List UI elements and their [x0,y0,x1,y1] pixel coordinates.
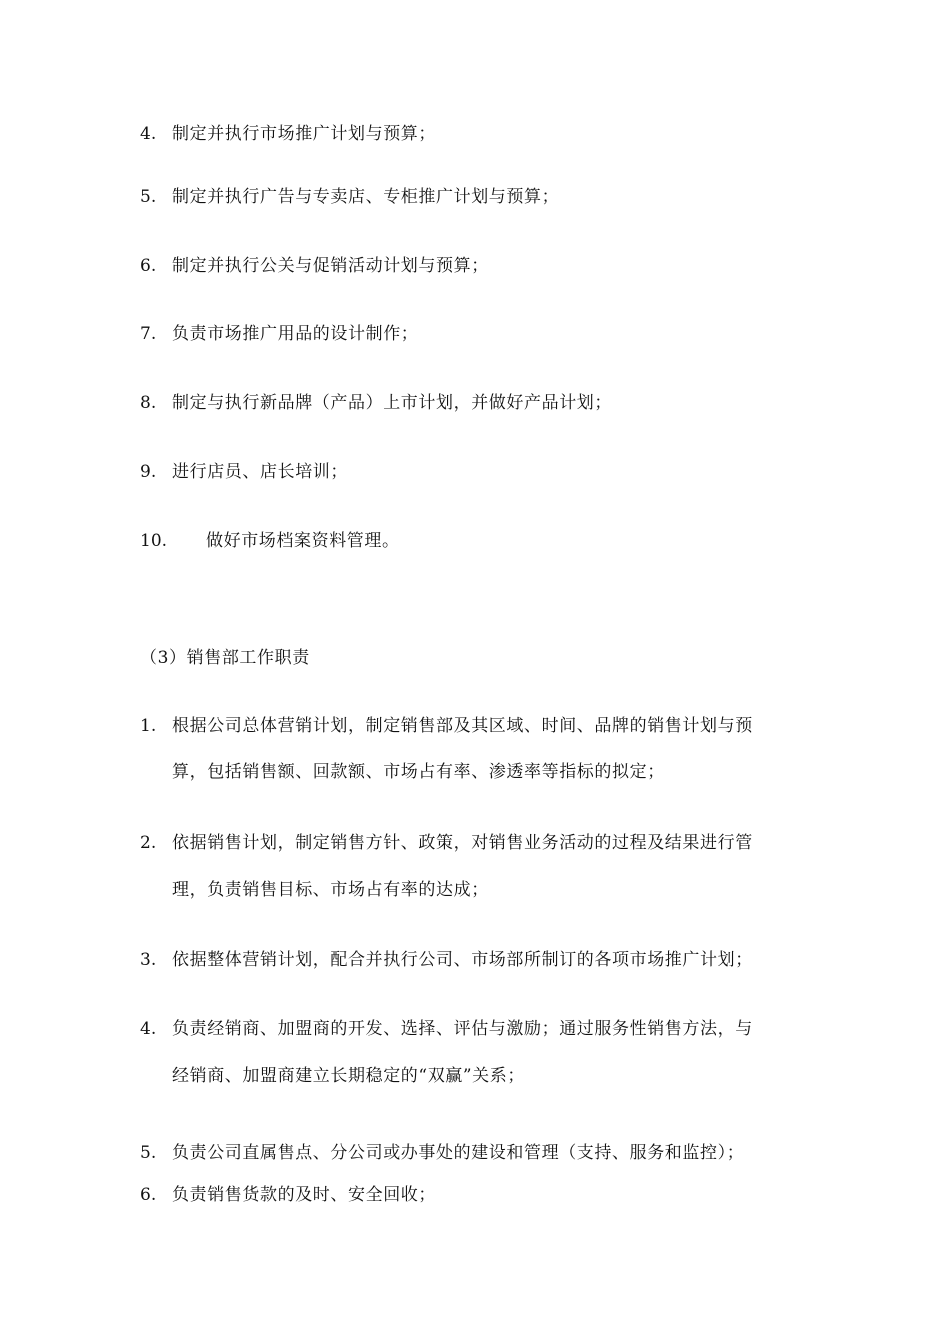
list-item [0,1138,950,1168]
list-item [0,119,950,149]
item-text: 负责公司直属售点、分公司或办事处的建设和管理（支持、服务和监控）； [172,1143,745,1163]
list-item-continuation [0,875,950,905]
list-item [0,945,950,975]
list-item [0,1014,950,1044]
list-item [0,251,950,281]
item-text: 制定并执行公关与促销活动计划与预算； [172,256,489,276]
item-text: 负责市场推广用品的设计制作； [172,324,419,344]
list-item [0,526,950,556]
item-number: 1. [140,716,157,736]
list-item [0,457,950,487]
item-text: 负责销售货款的及时、安全回收； [172,1185,436,1205]
item-number: 4. [140,124,157,144]
item-number: 4. [140,1019,157,1039]
item-number: 6. [140,1185,157,1205]
item-text: 进行店员、店长培训； [172,462,348,482]
section-heading-text: （3）销售部工作职责 [140,648,310,668]
item-number: 7. [140,324,157,344]
item-text: 算，包括销售额、回款额、市场占有率、渗透率等指标的拟定； [172,762,665,782]
item-text: 做好市场档案资料管理。 [206,531,400,551]
list-item [0,711,950,741]
list-item [0,388,950,418]
item-number: 5. [140,1143,157,1163]
item-text: 制定与执行新品牌（产品）上市计划，并做好产品计划； [172,393,612,413]
list-item [0,1180,950,1210]
list-item-continuation [0,757,950,787]
list-item-continuation [0,1061,950,1091]
item-number: 9. [140,462,157,482]
item-text: 理，负责销售目标、市场占有率的达成； [172,880,489,900]
item-text: 依据整体营销计划，配合并执行公司、市场部所制订的各项市场推广计划； [172,950,753,970]
list-item [0,319,950,349]
item-number: 8. [140,393,157,413]
list-item [0,828,950,858]
list-item [0,182,950,212]
item-number: 6. [140,256,157,276]
section-heading [0,643,950,673]
item-number: 2. [140,833,157,853]
item-text: 制定并执行广告与专卖店、专柜推广计划与预算； [172,187,560,207]
item-text: 制定并执行市场推广计划与预算； [172,124,436,144]
item-text: 负责经销商、加盟商的开发、选择、评估与激励；通过服务性销售方法，与 [172,1019,753,1039]
item-number: 3. [140,950,157,970]
item-text: 根据公司总体营销计划，制定销售部及其区域、时间、品牌的销售计划与预 [172,716,753,736]
item-number: 10. [140,531,168,551]
item-number: 5. [140,187,157,207]
item-text: 经销商、加盟商建立长期稳定的“双赢”关系； [172,1066,525,1086]
item-text: 依据销售计划，制定销售方针、政策，对销售业务活动的过程及结果进行管 [172,833,753,853]
